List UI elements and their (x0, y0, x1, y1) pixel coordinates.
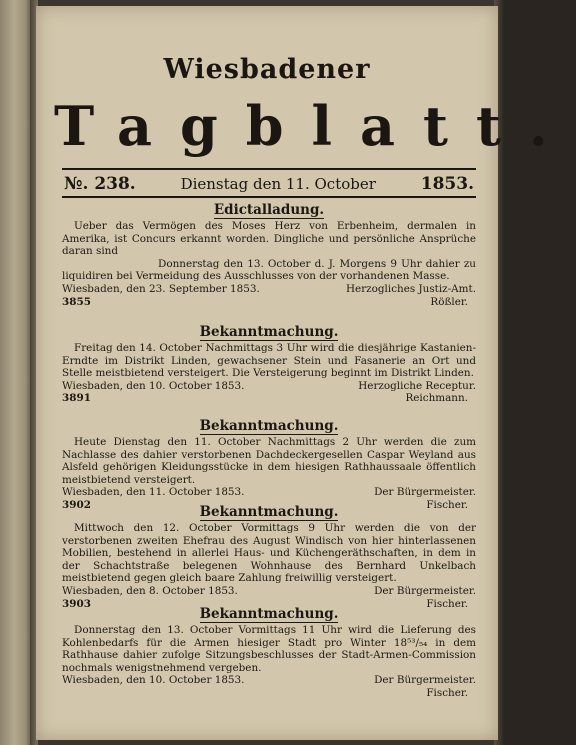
notice-heading: Bekanntmachung. (199, 606, 339, 622)
notice-ref: 3903 (62, 597, 91, 610)
notice-place-date: Wiesbaden, den 23. September 1853. (62, 282, 260, 295)
rule-bottom (62, 196, 476, 198)
notice-heading: Edictalladung. (213, 202, 325, 218)
notice-place-date: Wiesbaden, den 10. October 1853. (62, 674, 245, 687)
notice-authority: Herzogliches Justiz-Amt. (345, 282, 476, 295)
notice-ref: 3891 (62, 392, 91, 405)
notice-paragraph: Mittwoch den 12. October Vormittags 9 Uhr werden die von der verstorbenen zweiten Ehefrau des August Windisch von hier hinterlassenen Mobilien, bestehend in allerlei Haus- und Küchengeräthschaften, in dem in der Schachtstraße belegenen Wohnhause des Bernhard Unkelbach meistbietend gegen gleich baare Zahlung freiwillig versteigert. (62, 522, 476, 585)
notice-heading: Bekanntmachung. (199, 418, 339, 434)
notice-authority: Der Bürgermeister. (374, 486, 476, 499)
notice-paragraph: Donnerstag den 13. October Vormittags 11 Uhr wird die Lieferung des Kohlenbedarfs für die Armen hiesiger Stadt pro Winter 18⁵³/₅₄ in dem Rathhause dahier zufolge Sitzungsbeschlusses der Stadt-Armen-Commission nochmals wenigstnehmend vergeben. (62, 624, 476, 674)
notice-paragraph: Freitag den 14. October Nachmittags 3 Uhr wird die diesjährige Kastanien-Erndte im Distrikt Linden, gewachsener Stein und Fasanerie an Ort und Stelle meistbietend versteigert. Die Versteigerung beginnt im Distrikt Linden. (62, 342, 476, 380)
notice-edictalladung (62, 202, 476, 308)
rule-top (62, 168, 476, 170)
notice-place-date: Wiesbaden, den 11. October 1853. (62, 486, 245, 499)
notice-signature: Fischer. (426, 498, 468, 511)
notice-footer-2 (62, 296, 476, 309)
issue-number: №. 238. (64, 174, 136, 194)
notice-footer-2 (62, 687, 476, 700)
masthead-city: Wiesbadener (163, 54, 371, 85)
notice-signature: Fischer. (426, 597, 468, 610)
notice-signature: Fischer. (426, 686, 468, 699)
notice-signature: Rößler. (430, 295, 468, 308)
notice-footer (62, 674, 476, 687)
notice-authority: Der Bürgermeister. (374, 674, 476, 687)
notice-paragraph: Heute Dienstag den 11. October Nachmittags 2 Uhr werden die zum Nachlasse des dahier verstorbenen Dachdeckergesellen Caspar Weyland aus Alsfeld gehörigen Kleidungsstücke in dem hiesigen Rathhaussaale öffentlich meistbietend versteigert. (62, 436, 476, 486)
notice-footer-2 (62, 392, 476, 405)
notice-kastanien (62, 324, 476, 405)
notice-authority: Herzogliche Receptur. (358, 379, 476, 392)
newspaper-page (36, 6, 576, 740)
notice-ref: 3902 (62, 498, 91, 511)
notice-weyland (62, 418, 476, 512)
notice-authority: Der Bürgermeister. (374, 584, 476, 597)
notice-paragraph: Ueber das Vermögen des Moses Herz von Erbenheim, dermalen in Amerika, ist Concurs erkannt worden. Dingliche und persönliche Ansprüche daran sind (62, 220, 476, 258)
notice-footer (62, 283, 476, 296)
notice-signature: Reichmann. (405, 392, 468, 405)
notice-heading: Bekanntmachung. (199, 504, 339, 520)
issue-line (64, 174, 474, 194)
masthead-title: Tagblatt. (54, 94, 576, 158)
notice-ref: 3855 (62, 295, 91, 308)
notice-footer (62, 585, 476, 598)
notice-kohlen (62, 606, 476, 700)
notice-paragraph: Donnerstag den 13. October d. J. Morgens 9 Uhr dahier zu liquidiren bei Vermeidung des Ausschlusses von der vorhandenen Masse. (62, 257, 476, 283)
notice-footer (62, 486, 476, 499)
notice-place-date: Wiesbaden, den 10. October 1853. (62, 379, 245, 392)
notice-place-date: Wiesbaden, den 8. October 1853. (62, 584, 238, 597)
notice-windisch (62, 504, 476, 610)
left-page-edge (0, 0, 32, 745)
notice-footer (62, 380, 476, 393)
issue-date: Dienstag den 11. October (180, 175, 376, 193)
issue-year: 1853. (420, 174, 474, 194)
notice-heading: Bekanntmachung. (199, 324, 339, 340)
